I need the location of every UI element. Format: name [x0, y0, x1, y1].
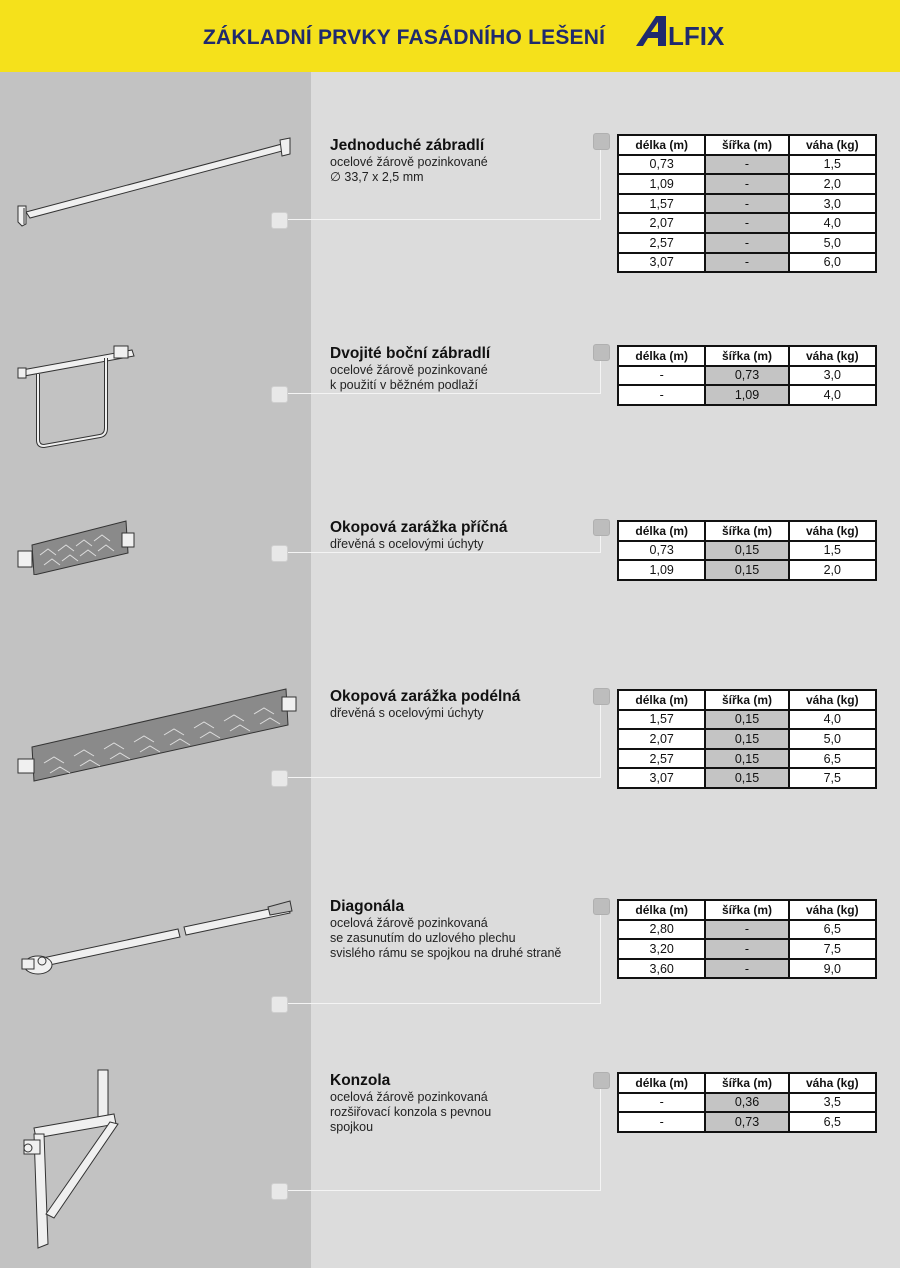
guardrail-icon: [14, 134, 294, 230]
table-cell: 0,73: [705, 366, 788, 386]
product-name: Diagonála: [330, 898, 405, 915]
table-cell: 4,0: [789, 710, 876, 730]
column-header: délka (m): [618, 521, 705, 541]
table-cell: 4,0: [789, 385, 876, 405]
table-cell: -: [618, 1093, 705, 1113]
table-cell: -: [705, 213, 788, 233]
column-header: délka (m): [618, 1073, 705, 1093]
description-line: rozšiřovací konzola s pevnou: [330, 1105, 492, 1119]
description-line: dřevěná s ocelovými úchyty: [330, 706, 484, 720]
table-cell: 3,20: [618, 939, 705, 959]
table-cell: 1,09: [705, 385, 788, 405]
table-row: [618, 729, 876, 749]
product-description: [330, 155, 488, 185]
table-cell: 6,5: [789, 1112, 876, 1132]
product-name: Okopová zarážka příčná: [330, 519, 508, 536]
spec-table: [617, 1072, 877, 1133]
table-cell: 0,15: [705, 749, 788, 769]
table-cell: 1,09: [618, 560, 705, 580]
table-cell: 3,60: [618, 959, 705, 979]
table-cell: 2,57: [618, 749, 705, 769]
table-cell: 2,0: [789, 560, 876, 580]
column-header: váha (kg): [789, 900, 876, 920]
product-description: [330, 1090, 491, 1135]
product-name: Jednoduché zábradlí: [330, 137, 485, 154]
table-cell: 0,73: [618, 155, 705, 175]
marker-square: [593, 133, 610, 150]
page-title: ZÁKLADNÍ PRVKY FASÁDNÍHO LEŠENÍ: [203, 26, 606, 49]
spec-table: [617, 345, 877, 406]
table-row: [618, 1093, 876, 1113]
table-cell: -: [705, 939, 788, 959]
marker-square: [271, 996, 288, 1013]
table-row: [618, 194, 876, 214]
table-cell: 2,0: [789, 174, 876, 194]
table-row: [618, 155, 876, 175]
table-cell: -: [705, 174, 788, 194]
column-header: váha (kg): [789, 135, 876, 155]
table-cell: 0,36: [705, 1093, 788, 1113]
marker-square: [271, 212, 288, 229]
table-cell: 1,5: [789, 541, 876, 561]
table-row: [618, 959, 876, 979]
double-side-guardrail-icon: [14, 340, 144, 450]
table-row: [618, 560, 876, 580]
product-description: [330, 537, 484, 552]
description-line: ocelová žárově pozinkovaná: [330, 1090, 488, 1104]
column-header: šířka (m): [705, 1073, 788, 1093]
table-row: [618, 710, 876, 730]
column-header: délka (m): [618, 346, 705, 366]
product-description: [330, 706, 484, 721]
logo-text: LFIX: [668, 21, 725, 50]
table-row: [618, 939, 876, 959]
table-cell: 2,57: [618, 233, 705, 253]
table-row: [618, 366, 876, 386]
marker-square: [593, 688, 610, 705]
table-row: [618, 213, 876, 233]
table-cell: 1,5: [789, 155, 876, 175]
table-cell: 2,07: [618, 213, 705, 233]
table-cell: 6,0: [789, 253, 876, 273]
table-cell: 1,57: [618, 710, 705, 730]
description-line: ocelové žárově pozinkované: [330, 155, 488, 169]
table-row: [618, 749, 876, 769]
alfix-logo-icon: [634, 14, 744, 50]
table-cell: 0,15: [705, 560, 788, 580]
table-cell: 3,07: [618, 253, 705, 273]
product-description: [330, 916, 561, 961]
table-cell: 4,0: [789, 213, 876, 233]
table-row: [618, 174, 876, 194]
product-name: Okopová zarážka podélná: [330, 688, 521, 705]
column-header: délka (m): [618, 690, 705, 710]
marker-square: [271, 545, 288, 562]
longitudinal-toeboard-icon: [14, 685, 299, 785]
column-header: šířka (m): [705, 690, 788, 710]
column-header: váha (kg): [789, 690, 876, 710]
table-cell: -: [705, 959, 788, 979]
table-cell: 3,07: [618, 768, 705, 788]
table-cell: 5,0: [789, 729, 876, 749]
transverse-toeboard-icon: [14, 515, 139, 575]
column-header: šířka (m): [705, 346, 788, 366]
column-header: váha (kg): [789, 1073, 876, 1093]
table-cell: -: [618, 1112, 705, 1132]
table-cell: 9,0: [789, 959, 876, 979]
column-header: délka (m): [618, 900, 705, 920]
description-line: dřevěná s ocelovými úchyty: [330, 537, 484, 551]
header-bar: [0, 0, 900, 72]
table-cell: 3,0: [789, 194, 876, 214]
table-cell: 6,5: [789, 749, 876, 769]
marker-square: [593, 1072, 610, 1089]
table-cell: -: [705, 920, 788, 940]
marker-square: [271, 770, 288, 787]
table-cell: 5,0: [789, 233, 876, 253]
table-row: [618, 253, 876, 273]
table-cell: 1,09: [618, 174, 705, 194]
table-cell: 2,80: [618, 920, 705, 940]
product-name: Konzola: [330, 1072, 391, 1089]
table-cell: -: [618, 366, 705, 386]
product-description: [330, 363, 488, 393]
table-cell: 7,5: [789, 768, 876, 788]
table-cell: -: [618, 385, 705, 405]
table-cell: 3,5: [789, 1093, 876, 1113]
spec-table: [617, 520, 877, 581]
spec-table: [617, 134, 877, 273]
description-line: ocelové žárově pozinkované: [330, 363, 488, 377]
table-row: [618, 920, 876, 940]
marker-square: [271, 1183, 288, 1200]
diagonal-brace-icon: [14, 895, 299, 980]
table-cell: 0,73: [618, 541, 705, 561]
column-header: délka (m): [618, 135, 705, 155]
table-cell: -: [705, 253, 788, 273]
table-cell: 0,73: [705, 1112, 788, 1132]
table-row: [618, 768, 876, 788]
marker-square: [271, 386, 288, 403]
description-line: ∅ 33,7 x 2,5 mm: [330, 170, 424, 184]
table-cell: -: [705, 233, 788, 253]
table-cell: 1,57: [618, 194, 705, 214]
column-header: šířka (m): [705, 135, 788, 155]
spec-table: [617, 689, 877, 789]
column-header: šířka (m): [705, 521, 788, 541]
table-row: [618, 385, 876, 405]
bracket-console-icon: [14, 1068, 144, 1253]
table-row: [618, 541, 876, 561]
table-row: [618, 1112, 876, 1132]
table-cell: 0,15: [705, 710, 788, 730]
table-cell: -: [705, 155, 788, 175]
description-line: se zasunutím do uzlového plechu: [330, 931, 516, 945]
column-header: váha (kg): [789, 346, 876, 366]
marker-square: [593, 344, 610, 361]
description-line: ocelová žárově pozinkovaná: [330, 916, 488, 930]
marker-square: [593, 898, 610, 915]
product-name: Dvojité boční zábradlí: [330, 345, 491, 362]
description-line: k použití v běžném podlaží: [330, 378, 478, 392]
table-cell: 3,0: [789, 366, 876, 386]
column-header: váha (kg): [789, 521, 876, 541]
table-cell: -: [705, 194, 788, 214]
spec-table: [617, 899, 877, 979]
table-cell: 2,07: [618, 729, 705, 749]
marker-square: [593, 519, 610, 536]
table-cell: 6,5: [789, 920, 876, 940]
table-cell: 0,15: [705, 768, 788, 788]
table-cell: 0,15: [705, 729, 788, 749]
table-row: [618, 233, 876, 253]
column-header: šířka (m): [705, 900, 788, 920]
description-line: spojkou: [330, 1120, 374, 1134]
table-cell: 7,5: [789, 939, 876, 959]
table-cell: 0,15: [705, 541, 788, 561]
description-line: svislého rámu se spojkou na druhé straně: [330, 946, 562, 960]
